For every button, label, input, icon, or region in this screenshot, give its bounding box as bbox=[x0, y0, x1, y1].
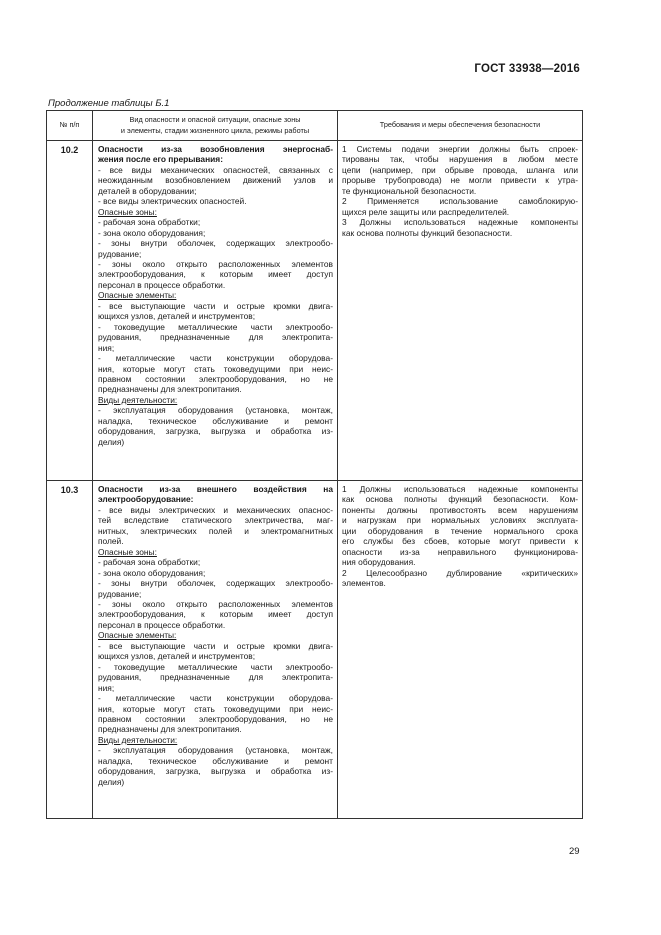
text-line: наладка, техническое обслуживание и ремонт bbox=[98, 755, 333, 766]
text-line: ния; bbox=[98, 342, 115, 353]
text-line: 2 Целесообразно дублирование «критических» bbox=[342, 567, 578, 578]
text-line: ния, которые могут стать токоведущими при неис- bbox=[98, 703, 333, 714]
text-line: персонал в процессе обработки. bbox=[98, 279, 226, 290]
text-line: делия) bbox=[98, 776, 125, 787]
column-header-number: № п/п bbox=[47, 111, 93, 141]
text-line: предназначены для электропитания. bbox=[98, 724, 242, 735]
text-line: элементов. bbox=[342, 578, 386, 589]
text-line: персонал в процессе обработки. bbox=[98, 619, 226, 630]
text-line: как основа полноты функций безопасности. bbox=[342, 227, 513, 238]
text-line: опасности из-за неправильного функционирова- bbox=[342, 546, 578, 557]
text-line: - зона около оборудования; bbox=[98, 227, 206, 238]
text-line: электрооборудование: bbox=[98, 494, 194, 505]
text-line: - все виды механических опасностей, связанных с bbox=[98, 164, 333, 175]
text-line: ющихся узлов, деталей и инструментов; bbox=[98, 311, 256, 322]
text-line: и нагрузкам при нормальных условиях эксплуата- bbox=[342, 515, 578, 526]
text-line: - все виды электрических и механических опаснос- bbox=[98, 504, 333, 515]
column-header-requirements: Требования и меры обеспечения безопасности bbox=[338, 111, 583, 141]
text-line: - рабочая зона обработки; bbox=[98, 217, 201, 228]
column-header-hazard-line: и элементы, стадии жизненного цикла, режимы работы bbox=[120, 125, 310, 135]
text-line: ния, которые могут стать токоведущими при неис- bbox=[98, 363, 333, 374]
table-header-row bbox=[47, 111, 583, 141]
text-line: те функциональной безопасности. bbox=[342, 185, 477, 196]
requirements-cell bbox=[338, 481, 583, 819]
text-line: его службы без сбоев, которые могут привести к bbox=[342, 536, 578, 547]
text-line: цепи (например, при обрыве провода, шланга или bbox=[342, 164, 578, 175]
text-line: - металлические части конструкции оборудова- bbox=[98, 353, 333, 364]
text-line: электрооборудования, к которым имеет доступ bbox=[98, 269, 333, 280]
table-row bbox=[47, 481, 583, 819]
text-line: 3 Должны использоваться надежные компоненты bbox=[342, 217, 578, 228]
text-line: - зоны около открыто расположенных элементов bbox=[98, 598, 333, 609]
text-line: щихся реле защиты или распределителей. bbox=[342, 206, 510, 217]
text-line: делия) bbox=[98, 436, 125, 447]
text-line: Опасные зоны: bbox=[98, 206, 157, 217]
text-line: поненты должны противостоять всем нарушениям bbox=[342, 504, 578, 515]
text-line: неожиданным возобновлением движений узлов и bbox=[98, 175, 333, 186]
text-line: рудование; bbox=[98, 248, 142, 259]
text-line: тированы так, чтобы нарушения в любом месте bbox=[342, 154, 578, 165]
text-line: деталей в оборудовании; bbox=[98, 185, 197, 196]
text-line: 1 Системы подачи энергии должны быть спроек- bbox=[342, 144, 578, 154]
text-line: правном состоянии электрооборудования, но не bbox=[98, 373, 333, 384]
text-line: жения после его прерывания: bbox=[98, 154, 223, 165]
text-line: - токоведущие металлические части электрообо- bbox=[98, 321, 333, 332]
text-line: электрооборудования, к которым имеет доступ bbox=[98, 609, 333, 620]
text-line: рудования, предназначенные для электропита- bbox=[98, 332, 333, 343]
text-line: Виды деятельности: bbox=[98, 734, 178, 745]
text-line: полей. bbox=[98, 536, 124, 547]
text-line: оборудования, загрузка, выгрузка и обработка из- bbox=[98, 426, 333, 437]
text-line: нитных, электрических полей и электромагнитных bbox=[98, 525, 333, 536]
text-line: - зоны около открыто расположенных элементов bbox=[98, 258, 333, 269]
text-line: тей вследствие статического электричества, маг- bbox=[98, 515, 333, 526]
row-number: 10.2 bbox=[47, 141, 93, 481]
text-line: Опасные зоны: bbox=[98, 546, 157, 557]
text-line: ции оборудования в течение нормального срока bbox=[342, 525, 578, 536]
standard-code: ГОСТ 33938—2016 bbox=[474, 63, 580, 75]
text-line: как основа полноты функций безопасности. Ком- bbox=[342, 494, 578, 505]
table-row bbox=[47, 141, 583, 481]
text-line: Опасности из-за возобновления энергоснаб- bbox=[98, 144, 333, 154]
text-line: Виды деятельности: bbox=[98, 394, 178, 405]
text-line: Опасные элементы: bbox=[98, 290, 177, 301]
text-line: - все выступающие части и острые кромки двига- bbox=[98, 300, 333, 311]
text-line: - зоны внутри оболочек, содержащих электрообо- bbox=[98, 578, 333, 589]
text-line: оборудования, загрузка, выгрузка и обработка из- bbox=[98, 766, 333, 777]
row-number: 10.3 bbox=[47, 481, 93, 819]
text-line: - зоны внутри оболочек, содержащих электрообо- bbox=[98, 238, 333, 249]
text-line: предназначены для электропитания. bbox=[98, 384, 242, 395]
page-number: 29 bbox=[569, 846, 580, 857]
text-line: - токоведущие металлические части электрообо- bbox=[98, 661, 333, 672]
text-line: рудование; bbox=[98, 588, 142, 599]
hazard-cell bbox=[93, 141, 338, 481]
text-line: ния оборудования. bbox=[342, 557, 416, 568]
table-caption: Продолжение таблицы Б.1 bbox=[48, 98, 170, 109]
text-line: - все выступающие части и острые кромки двига- bbox=[98, 640, 333, 651]
text-line: - зона около оборудования; bbox=[98, 567, 206, 578]
text-line: 1 Должны использоваться надежные компоненты bbox=[342, 484, 578, 494]
text-line: - эксплуатация оборудования (установка, монтаж, bbox=[98, 405, 333, 416]
text-line: 2 Применяется использование самоблокирую- bbox=[342, 196, 578, 207]
text-line: Опасные элементы: bbox=[98, 630, 177, 641]
hazards-table bbox=[46, 110, 583, 819]
text-line: прорыве трубопровода) не могли привести к утра- bbox=[342, 175, 578, 186]
text-line: ния; bbox=[98, 682, 115, 693]
text-line: Опасности из-за внешнего воздействия на bbox=[98, 484, 333, 494]
text-line: - металлические части конструкции оборудова- bbox=[98, 693, 333, 704]
text-line: наладка, техническое обслуживание и ремонт bbox=[98, 415, 333, 426]
requirements-cell bbox=[338, 141, 583, 481]
column-header-hazard bbox=[93, 111, 338, 141]
text-line: ющихся узлов, деталей и инструментов; bbox=[98, 651, 256, 662]
column-header-hazard-line: Вид опасности и опасной ситуации, опасные зоны bbox=[129, 115, 301, 125]
text-line: правном состоянии электрооборудования, но не bbox=[98, 713, 333, 724]
text-line: рудования, предназначенные для электропита- bbox=[98, 672, 333, 683]
hazard-cell bbox=[93, 481, 338, 819]
text-line: - эксплуатация оборудования (установка, монтаж, bbox=[98, 745, 333, 756]
text-line: - рабочая зона обработки; bbox=[98, 557, 201, 568]
text-line: - все виды электрических опасностей. bbox=[98, 196, 247, 207]
